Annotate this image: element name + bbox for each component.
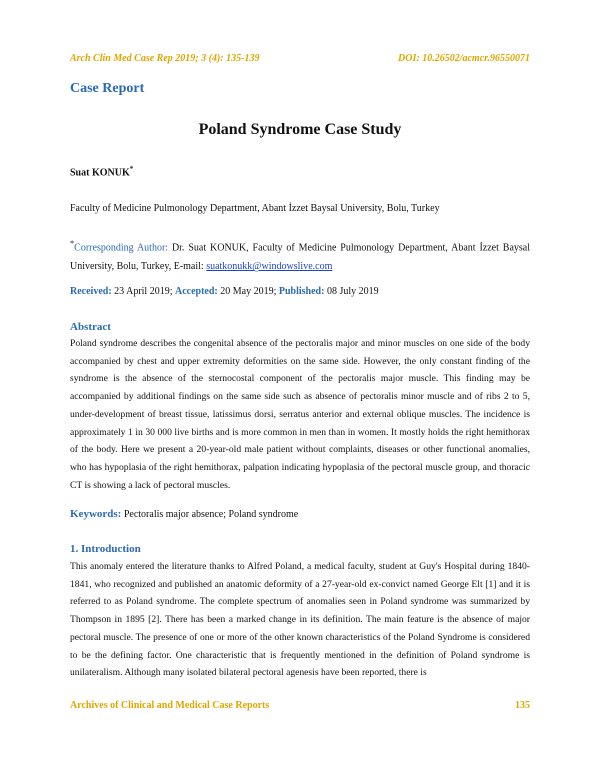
keywords bbox=[70, 508, 298, 520]
paper-title: Poland Syndrome Case Study bbox=[198, 121, 402, 138]
keywords-text: Pectoralis major absence; Poland syndrome bbox=[121, 509, 299, 520]
journal-reference: Arch Clin Med Case Rep 2019; 3 (4): 135-139 bbox=[70, 53, 260, 64]
author-name: Suat KONUK bbox=[70, 167, 130, 179]
article-type: Case Report bbox=[70, 81, 145, 96]
accepted-date: 20 May 2019; bbox=[217, 286, 279, 297]
abstract-text: Poland syndrome describes the congenital absence of the pectoralis major and minor muscles on one side of the body accompanied by chest and upper extremity deformities on the same side. However, the only constant finding of the syndrome is the absence of the sternocostal component of the pectoralis major muscle. This finding may be accompanied by additional findings on the same side such as absence of pectoralis minor muscle and of ribs 2 to 5, under-development of breast tissue, latissimus dorsi, serratus anterior and external oblique muscles. The incidence is approximately 1 in 30 000 live births and is more common in men than in women. It mostly holds the right hemithorax of the body. Here we present a 20-year-old male patient without complaints, diseases or other functional anomalies, who has hypoplasia of the right hemithorax, palpation indicating hypoplasia of the pectoral muscle group, and thoracic CT is showing a lack of pectoral muscles. bbox=[70, 338, 530, 491]
email-link[interactable]: suatkonukk@windowslive.com bbox=[206, 261, 333, 273]
received-label: Received: bbox=[70, 286, 112, 297]
published-label: Published: bbox=[278, 286, 325, 297]
accepted-label: Accepted: bbox=[175, 286, 218, 297]
corr-text: Dr. Suat KONUK, Faculty of Medicine Pulmonology Department, Abant İzzet Baysal University, Bolu, Turkey, E-mail: bbox=[70, 242, 530, 273]
footer-journal-name: Archives of Clinical and Medical Case Reports bbox=[70, 700, 270, 711]
author-mark: * bbox=[129, 165, 134, 173]
article-dates bbox=[70, 286, 379, 297]
doi: DOI: 10.26502/acmcr.96550071 bbox=[398, 53, 530, 64]
corr-label: Corresponding Author: bbox=[74, 242, 169, 254]
abstract-heading: Abstract bbox=[70, 321, 111, 333]
correspondence bbox=[70, 234, 530, 276]
corr-mark: * bbox=[70, 239, 75, 248]
introduction-text: This anomaly entered the literature thanks to Alfred Poland, a medical faculty, student at Guy's Hospital during 1840-1841, who recognized and published an anatomic deformity of a 27-year-old ex-convict named George Elt [1] and it is referred to as Poland syndrome. The complete spectrum of anomalies seen in Poland syndrome was summarized by Thompson in 1895 [2]. There has been a marked change in its definition. The main feature is the absence of major pectoral muscle. The presence of one or more of the other known characteristics of the Poland Syndrome is considered to be the defining factor. One characteristic that is frequently mentioned in the definition of Poland syndrome is unilateralism. Although many isolated bilateral pectoral agenesis have been reported, there is bbox=[70, 561, 530, 679]
introduction-heading: 1. Introduction bbox=[70, 543, 141, 555]
published-date: 08 July 2019 bbox=[324, 286, 379, 297]
keywords-label: Keywords: bbox=[70, 508, 122, 520]
page-number: 135 bbox=[515, 700, 530, 711]
received-date: 23 April 2019; bbox=[111, 286, 175, 297]
affiliation: Faculty of Medicine Pulmonology Department, Abant İzzet Baysal University, Bolu, Turkey bbox=[70, 203, 440, 214]
author bbox=[70, 165, 133, 178]
